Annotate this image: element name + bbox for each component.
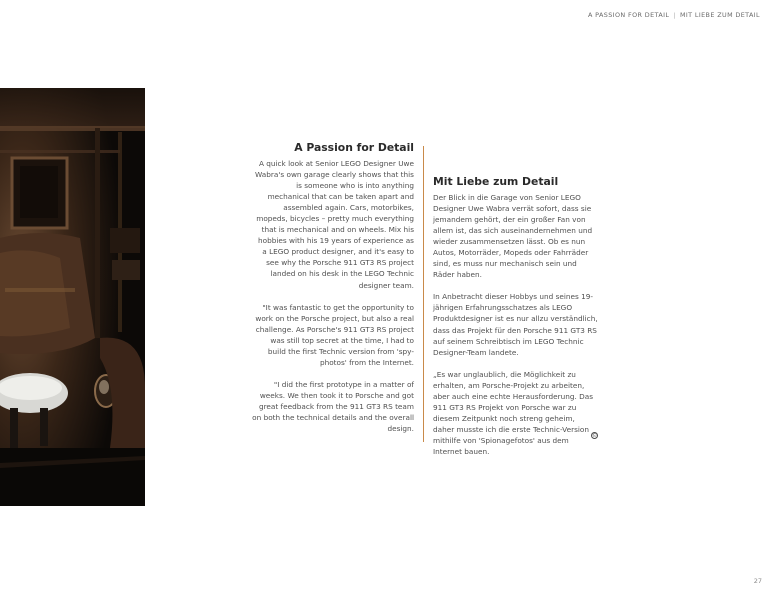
column-divider bbox=[423, 146, 424, 442]
english-paragraph: "It was fantastic to get the opportunity to work on the Porsche project, but also a real challenge. As Porsche's 911 GT3 RS project was still top secret at the time, I had to build the first Technic version from 'spy-photos' from the Internet. bbox=[255, 302, 414, 367]
english-heading: A Passion for Detail bbox=[294, 141, 414, 154]
header-title-de: MIT LIEBE ZUM DETAIL bbox=[679, 11, 760, 19]
english-column bbox=[252, 141, 414, 445]
lego-end-mark-icon: © bbox=[592, 433, 597, 439]
german-paragraph: In Anbetracht dieser Hobbys und seines 19-jährigen Erfahrungsschatzes als LEGO Produktdesigner ist es nur allzu verständlich, dass das Projekt für den Porsche 911 GT3 RS auf seinem Schreibtisch im LEGO Technic Designer-Team landete. bbox=[433, 292, 598, 357]
running-header bbox=[588, 11, 760, 19]
garage-photo-icon bbox=[0, 88, 145, 506]
header-separator: | bbox=[673, 11, 676, 19]
german-paragraph: Der Blick in die Garage von Senior LEGO Designer Uwe Wabra verrät sofort, dass sie jemandem gehört, der ein großer Fan von allem ist, das sich auseinandernehmen und wieder zusammensetzen lässt. Ob es nun Autos, Motorräder, Mopeds oder Fahrräder sind, es muss nur mechanisch sein und Räder haben. bbox=[433, 193, 593, 280]
garage-photo bbox=[0, 88, 145, 506]
english-paragraph: "I did the first prototype in a matter of weeks. We then took it to Porsche and got great feedback from the 911 GT3 RS team on both the technical details and the overall design. bbox=[252, 379, 414, 434]
german-paragraph: „Es war unglaublich, die Möglichkeit zu erhalten, am Porsche-Projekt zu arbeiten, aber auch eine echte Herausforderung. Das 911 GT3 RS Projekt von Porsche war zu diesem Zeitpunkt noch streng geheim, daher musste ich die erste Technic-Version mithilfe von 'Spionagefotos' aus dem Internet bauen. bbox=[433, 369, 594, 456]
english-paragraph: A quick look at Senior LEGO Designer Uwe Wabra's own garage clearly shows that this is someone who is into anything mechanical that can be taken apart and assembled again. Cars, motorbikes, mopeds, bicycles – pretty much everything that is mechanical and on wheels. Mix his hobbies with his 19 years of experience as a LEGO product designer, and it's easy to see why the Porsche 911 GT3 RS project landed on his desk in the LEGO Technic designer team. bbox=[255, 159, 414, 290]
german-column bbox=[433, 175, 598, 468]
header-title-en: A PASSION FOR DETAIL bbox=[587, 11, 670, 19]
page-number: 27 bbox=[753, 577, 762, 585]
german-heading: Mit Liebe zum Detail bbox=[433, 175, 559, 188]
